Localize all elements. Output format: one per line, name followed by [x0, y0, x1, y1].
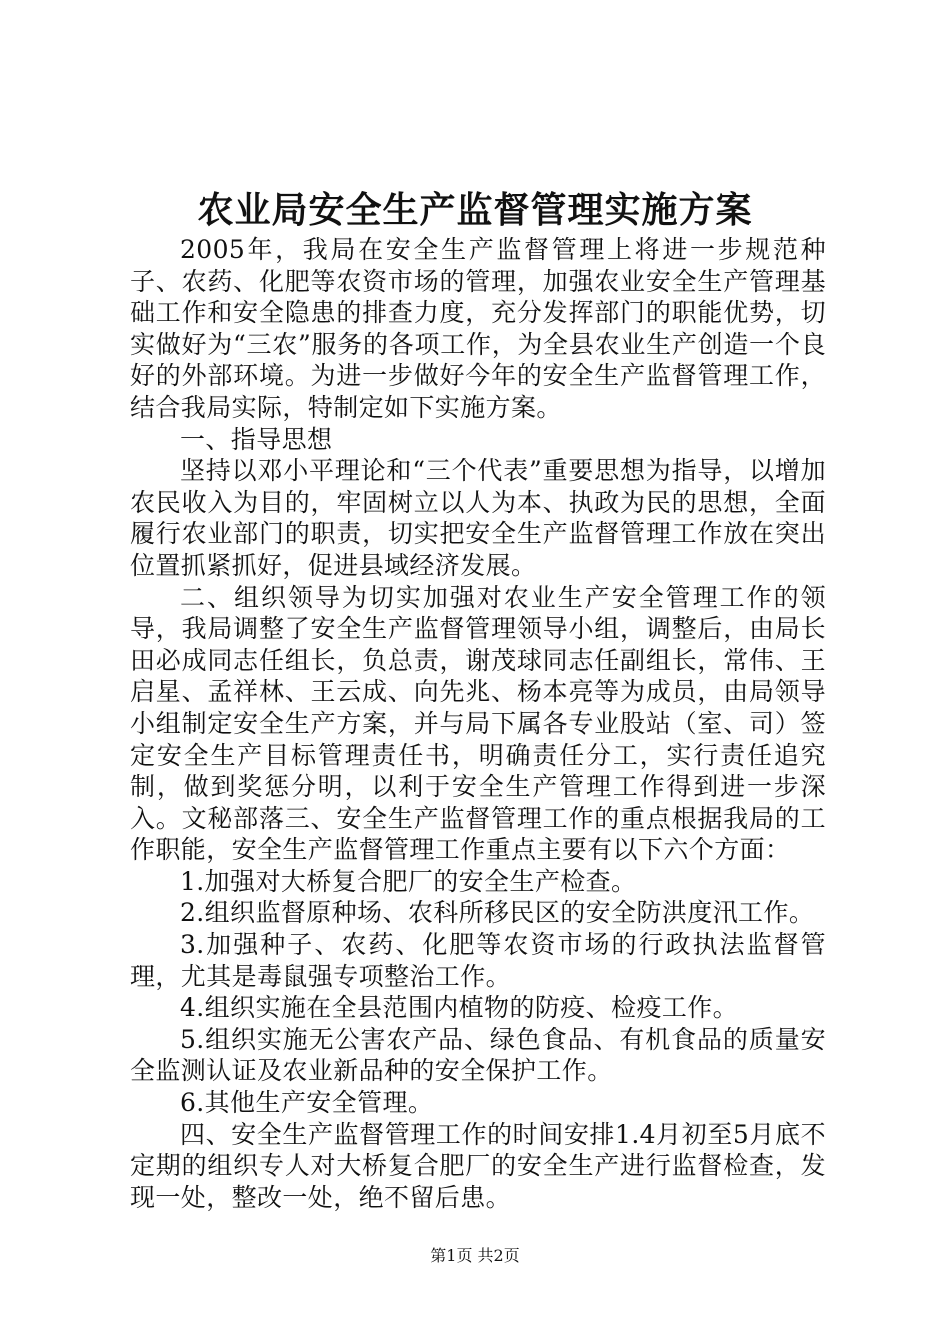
paragraph-organization-leadership: 二、组织领导为切实加强对农业生产安全管理工作的领导，我局调整了安全生产监督管理领导小组，调整后，由局长田必成同志任组长，负总责，谢茂球同志任副组长，常伟、王启星、孟祥林、王云成、向先兆、杨本亮等为成员，由局领导小组制定安全生产方案，并与局下属各专业股站（室、司）签定安全生产目标管理责任书，明确责任分工，实行责任追究制，做到奖惩分明，以利于安全生产管理工作得到进一步深入。文秘部落三、安全生产监督管理工作的重点根据我局的工作职能，安全生产监督管理工作重点主要有以下六个方面： [130, 582, 826, 865]
paragraph-schedule: 四、安全生产监督管理工作的时间安排1.4月初至5月底不定期的组织专人对大桥复合肥厂的安全生产进行监督检查，发现一处，整改一处，绝不留后患。 [130, 1119, 826, 1212]
heading-guiding-ideology: 一、指导思想 [180, 424, 333, 454]
list-item-4: 4.组织实施在全县范围内植物的防疫、检疫工作。 [180, 993, 739, 1023]
list-item-6: 6.其他生产安全管理。 [180, 1088, 434, 1118]
list-item-5: 5.组织实施无公害农产品、绿色食品、有机食品的质量安全监测认证及农业新品种的安全保护工作。 [130, 1024, 826, 1086]
paragraph-guiding-ideology: 坚持以邓小平理论和“三个代表”重要思想为指导，以增加农民收入为目的，牢固树立以人为本、执政为民的思想，全面履行农业部门的职责，切实把安全生产监督管理工作放在突出位置抓紧抓好，促进县域经济发展。 [130, 456, 826, 580]
paragraph-intro: 2005年，我局在安全生产监督管理上将进一步规范种子、农药、化肥等农资市场的管理，加强农业安全生产管理基础工作和安全隐患的排查力度，充分发挥部门的职能优势，切实做好为“三农”服务的各项工作，为全县农业生产创造一个良好的外部环境。为进一步做好今年的安全生产监督管理工作，结合我局实际，特制定如下实施方案。 [130, 235, 826, 422]
list-item-3: 3.加强种子、农药、化肥等农资市场的行政执法监督管理，尤其是毒鼠强专项整治工作。 [130, 930, 826, 991]
document-title: 农业局安全生产监督管理实施方案 [197, 189, 753, 231]
page-footer: 第1页 共2页 [430, 1246, 520, 1265]
list-item-1: 1.加强对大桥复合肥厂的安全生产检查。 [180, 866, 637, 896]
list-item-2: 2.组织监督原种场、农科所移民区的安全防洪度汛工作。 [180, 898, 815, 928]
document-body [130, 234, 826, 1213]
